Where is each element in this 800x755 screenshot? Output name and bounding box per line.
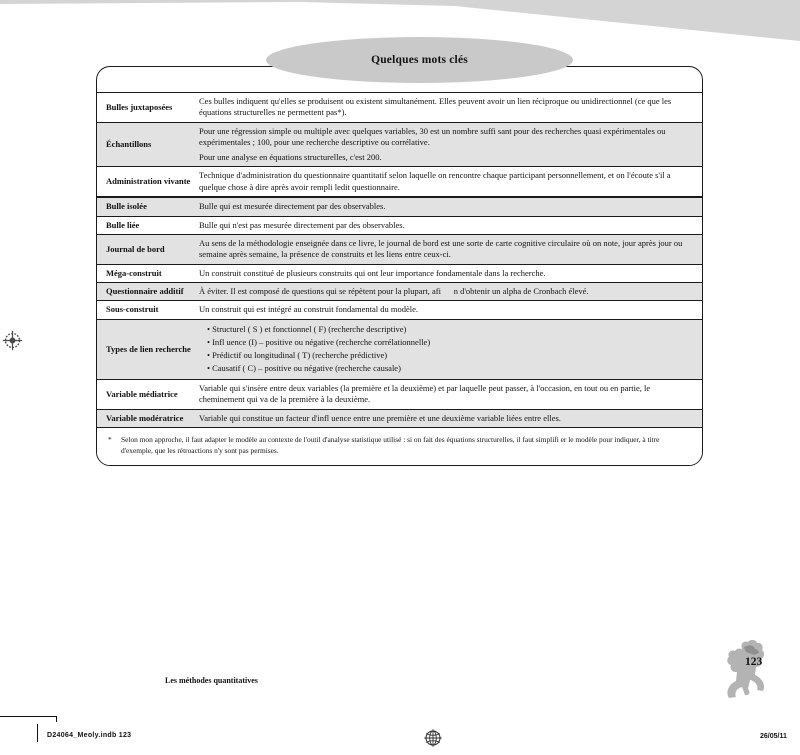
- registration-mark-icon: [423, 728, 443, 748]
- definition-paragraph: Technique d'administration du questionnaire quantitatif selon laquelle on rencontre chaque participant personnellement, et on l'écoute s'il a quelque chose à dire après avoir rempli ledit questionnaire.: [199, 170, 671, 192]
- definition-bullet: • Prédictif ou longitudinal ( T) (recherche prédictive): [207, 350, 388, 360]
- footnote-text: Selon mon approche, il faut adapter le modèle au contexte de l'outil d'analyse statistique utilisé : si on fait des équations structurelles, il faut simplifi er le modèle pour indiquer, à titre d'exemple, que les rétroactions n'y sont pas permises.: [121, 434, 660, 455]
- term-cell: Bulle isolée: [106, 201, 147, 212]
- definition-bullet: • Structurel ( S ) et fonctionnel ( F) (recherche descriptive): [207, 324, 407, 335]
- definition-cell: [197, 380, 702, 409]
- term-cell: Échantillons: [106, 138, 152, 149]
- table-row: [97, 196, 702, 215]
- definition-cell: [197, 167, 702, 196]
- table-row: [97, 166, 702, 196]
- crop-mark-corner-tick: [56, 716, 57, 722]
- table-row: [97, 409, 702, 427]
- table-row: [97, 300, 702, 318]
- definition-paragraph: Bulle qui n'est pas mesurée directement par des observables.: [199, 219, 405, 230]
- table-title-ellipse: [266, 37, 573, 83]
- definition-cell: [197, 217, 702, 234]
- definition-bullet: • Infl uence (I) – positive ou négative (recherche corrélationnelle): [207, 337, 431, 348]
- term-cell: Bulle liée: [106, 219, 140, 230]
- definition-cell: [197, 198, 702, 215]
- table-row: [97, 122, 702, 167]
- definition-paragraph: Un construit constitué de plusieurs construits qui ont leur importance fondamentale dans la recherche.: [199, 267, 546, 278]
- print-file-label: D24064_Meoly.indb 123: [47, 732, 132, 739]
- page-ornament-figure: [720, 640, 778, 702]
- crop-mark-vertical: [37, 724, 38, 742]
- definition-bullet: • Causatif ( C) – positive ou négative (recherche causale): [207, 362, 401, 373]
- definition-paragraph: À éviter. Il est composé de questions qui se répètent pour la plupart, afi n d'obtenir un alpha de Cronbach élevé.: [199, 286, 589, 296]
- page-number: 123: [745, 656, 763, 668]
- term-cell: Journal de bord: [106, 243, 165, 254]
- definition-paragraph: Pour une régression simple ou multiple avec quelques variables, 30 est un nombre suffi sant pour des recherches quasi expérimentales ou expérimentales ; 100, pour une recherche descriptive ou corrélative.: [199, 125, 666, 148]
- term-cell: Types de lien recherche: [106, 343, 191, 354]
- definition-cell: [197, 93, 702, 122]
- page-title: Quelques mots clés: [371, 54, 468, 66]
- table-row: [97, 234, 702, 264]
- table-row: [97, 216, 702, 234]
- definition-cell: [197, 320, 702, 379]
- term-cell: Administration vivante: [106, 176, 191, 187]
- definition-paragraph: Variable qui constitue un facteur d'infl uence entre une première et une deuxième variable liées entre elles.: [199, 412, 561, 423]
- definition-paragraph: Au sens de la méthodologie enseignée dans ce livre, le journal de bord est une sorte de carte cognitive circulaire où on note, jour après jour ou semaine après semaine, la présence de construits et les liens entre ceux-ci.: [199, 237, 683, 260]
- term-cell: Variable modératrice: [106, 412, 184, 423]
- table-footnote: [97, 427, 702, 465]
- term-cell: Variable médiatrice: [106, 388, 178, 399]
- table-row: [97, 92, 702, 122]
- definition-paragraph: Variable qui s'insère entre deux variables (la première et la deuxième) et par laquelle peut passer, à l'occasion, en tout ou en partie, le cheminement qui va de la première à la deuxième.: [199, 382, 651, 405]
- definition-cell: [197, 283, 702, 300]
- definition-cell: [197, 235, 702, 264]
- term-cell: Questionnaire additif: [106, 286, 184, 297]
- definition-cell: [197, 265, 702, 282]
- running-title: Les méthodes quantitatives: [165, 676, 258, 685]
- definition-cell: [197, 123, 702, 167]
- footnote-marker: *: [108, 434, 112, 444]
- definition-paragraph: Pour une analyse en équations structurelles, c'est 200.: [199, 152, 382, 162]
- definition-cell: [197, 301, 702, 318]
- table-row: [97, 264, 702, 282]
- table-row: [97, 282, 702, 300]
- registration-mark-icon: [2, 330, 23, 351]
- glossary-rows: [97, 92, 702, 427]
- definition-paragraph: Ces bulles indiquent qu'elles se produisent ou existent simultanément. Elles peuvent avoir un lien réciproque ou unidirectionnel (ce que les équations structurelles ne permettent pas*).: [199, 96, 672, 118]
- term-cell: Sous-construit: [106, 304, 159, 315]
- print-date-label: 26/05/11: [760, 733, 787, 740]
- definition-paragraph: Un construit qui est intégré au construit fondamental du modèle.: [199, 304, 419, 315]
- table-row: [97, 319, 702, 379]
- definition-cell: [197, 410, 702, 427]
- term-cell: Bulles juxtaposées: [106, 101, 173, 112]
- table-row: [97, 379, 702, 409]
- definition-paragraph: Bulle qui est mesurée directement par des observables.: [199, 201, 386, 212]
- crop-mark-horizontal: [0, 716, 57, 717]
- glossary-table: [96, 66, 703, 466]
- term-cell: Méga-construit: [106, 267, 162, 278]
